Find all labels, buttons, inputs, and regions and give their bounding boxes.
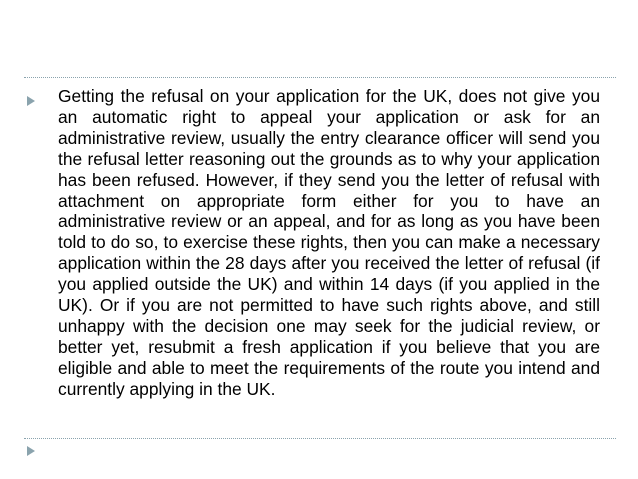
bottom-divider xyxy=(24,438,616,439)
empty-bullet-triangle-icon xyxy=(27,446,35,456)
top-divider xyxy=(24,77,616,78)
bullet-triangle-icon xyxy=(27,96,35,106)
body-paragraph: Getting the refusal on your application for the UK, does not give you an automatic right to appeal your application or ask for an administrative review, usually the entry clearance officer will send you the refusal letter reasoning out the grounds as to why your application has been refused. However, if they send you the letter of refusal with attachment on appropriate form either for you to have an administrative review or an appeal, and for as long as you have been told to do so, to exercise these rights, then you can make a necessary application within the 28 days after you received the letter of refusal (if you applied outside the UK) and within 14 days (if you applied in the UK). Or if you are not permitted to have such rights above, and still unhappy with the decision one may seek for the judicial review, or better yet, resubmit a fresh application if you believe that you are eligible and able to meet the requirements of the route you intend and currently applying in the UK. xyxy=(58,86,600,399)
